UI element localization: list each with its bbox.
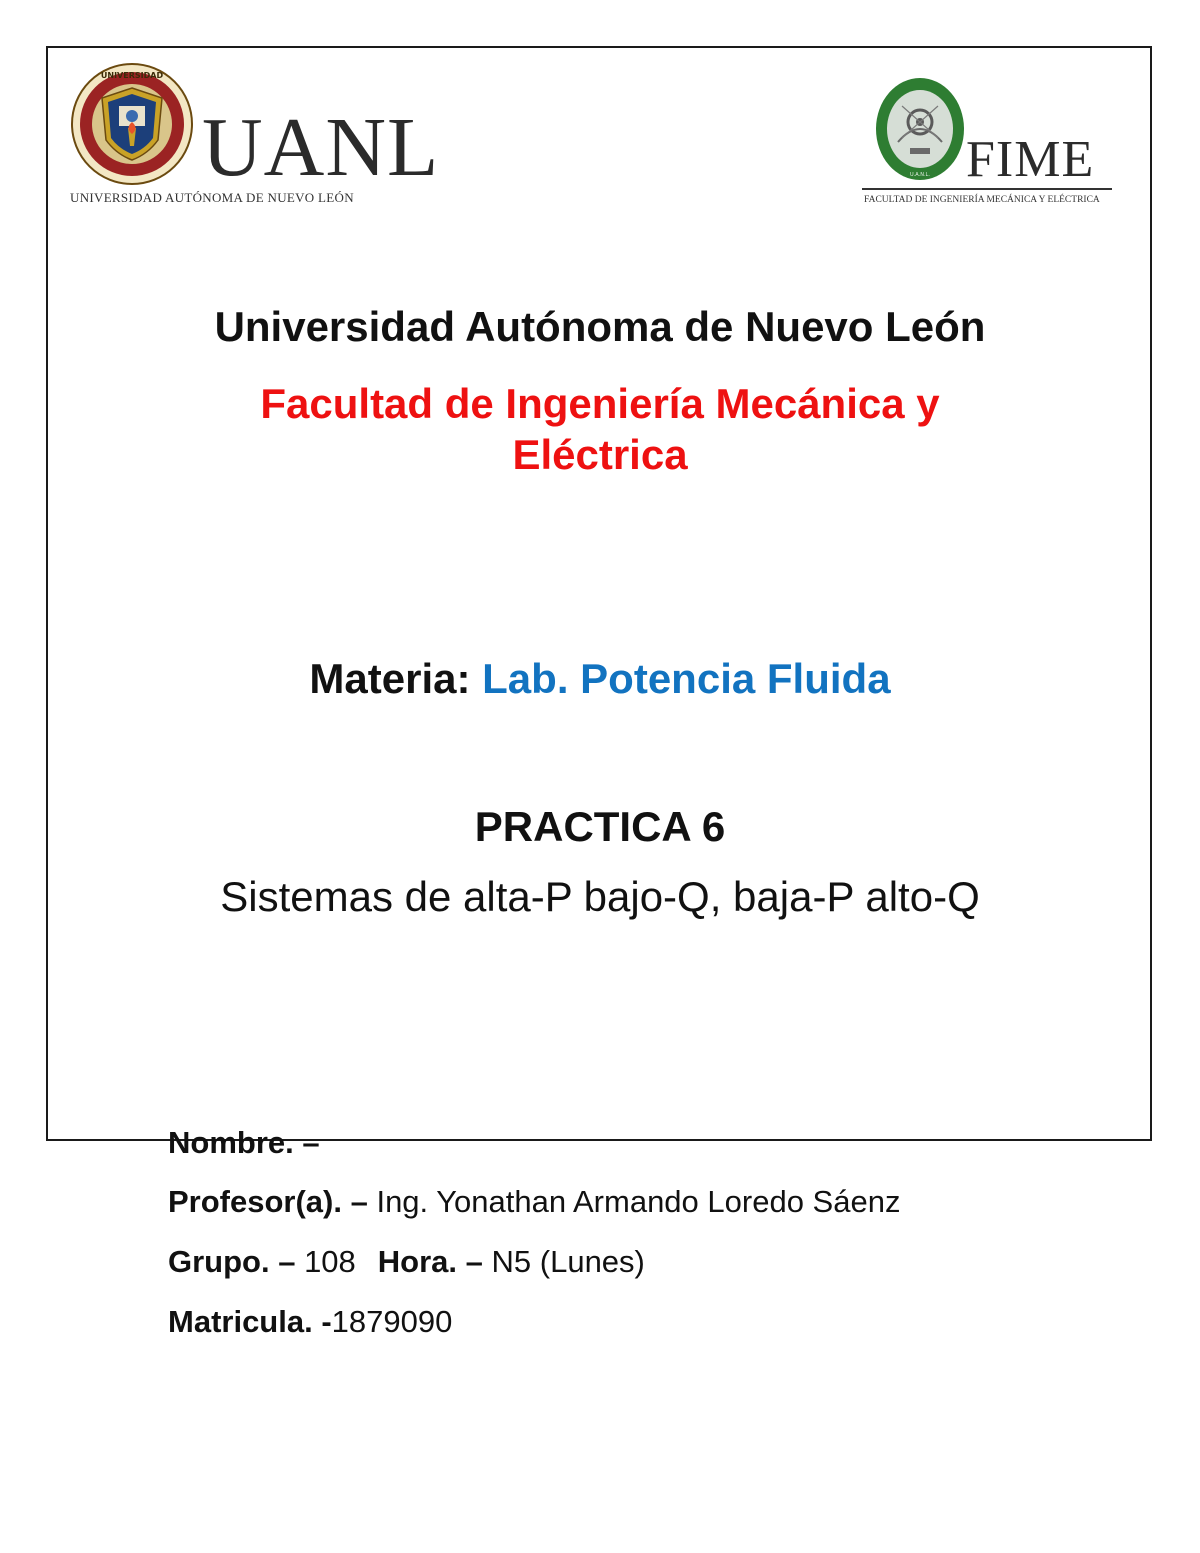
page-border: [46, 46, 1152, 1141]
group-hour-line: [168, 1244, 1128, 1280]
subject-line: [100, 654, 1100, 704]
uanl-tagline: UNIVERSIDAD AUTÓNOMA DE NUEVO LEÓN: [70, 190, 354, 205]
fime-logo: [862, 76, 1114, 210]
student-id-value: 1879090: [331, 1304, 453, 1339]
group-value: 108: [295, 1244, 356, 1279]
fime-divider: [862, 188, 1112, 190]
uanl-wordmark: UANL: [202, 101, 440, 194]
student-name-line: [168, 1125, 1128, 1161]
group-label: Grupo. –: [168, 1244, 296, 1279]
student-id-line: [168, 1304, 1128, 1340]
hour-label: Hora. –: [377, 1244, 483, 1279]
student-name-label: Nombre. –: [168, 1125, 320, 1160]
fime-wordmark: FIME: [966, 131, 1095, 188]
uanl-logo: [70, 62, 440, 208]
fime-tagline: FACULTAD DE INGENIERÍA MECÁNICA Y ELÉCTRICA: [864, 195, 1100, 205]
professor-value: Ing. Yonathan Armando Loredo Sáenz: [367, 1184, 901, 1219]
faculty-title-line1: Facultad de Ingeniería Mecánica y: [260, 380, 940, 427]
university-title: Universidad Autónoma de Nuevo León: [214, 303, 986, 350]
hour-value: N5 (Lunes): [482, 1244, 645, 1279]
svg-text:U.A.N.L.: U.A.N.L.: [910, 172, 930, 178]
professor-line: [168, 1184, 1128, 1220]
practice-title: PRACTICA 6: [474, 803, 726, 850]
uanl-seal-icon: [70, 62, 194, 186]
fime-seal-icon: [874, 76, 966, 182]
subject-value: Lab. Potencia Fluida: [482, 655, 891, 702]
subject-label: Materia:: [309, 655, 471, 702]
practice-subtitle: Sistemas de alta-P bajo-Q, baja-P alto-Q: [220, 873, 980, 920]
faculty-title: [100, 378, 1100, 480]
faculty-title-line2: Eléctrica: [512, 431, 688, 478]
svg-text:UNIVERSIDAD: UNIVERSIDAD: [100, 71, 164, 80]
student-id-label: Matricula. -: [168, 1304, 332, 1339]
professor-label: Profesor(a). –: [168, 1184, 368, 1219]
